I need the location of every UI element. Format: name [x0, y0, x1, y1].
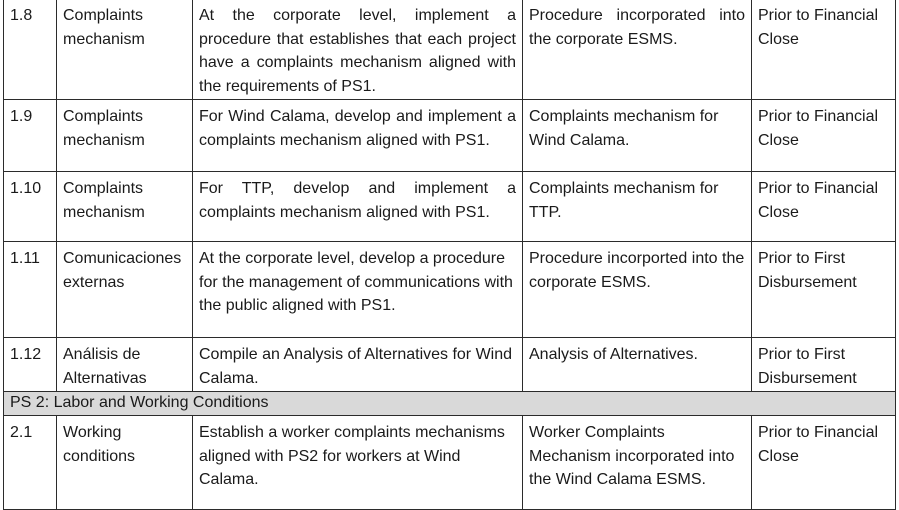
row-action: Compile an Analysis of Alternatives for Wind Calama. — [193, 338, 523, 392]
section-header-row — [4, 392, 896, 416]
row-timing: Prior to First Disbursement — [752, 338, 896, 392]
row-number: 2.1 — [4, 416, 57, 510]
table-row — [4, 242, 896, 338]
table-row — [4, 0, 896, 100]
row-timing: Prior to Financial Close — [752, 416, 896, 510]
row-number: 1.10 — [4, 172, 57, 242]
row-action: At the corporate level, develop a procedure for the management of communications with the public aligned with PS1. — [193, 242, 523, 338]
row-action: At the corporate level, implement a procedure that establishes that each project have a complaints mechanism aligned with the requirements of PS1. — [193, 0, 523, 100]
row-timing: Prior to Financial Close — [752, 100, 896, 172]
row-timing: Prior to Financial Close — [752, 0, 896, 100]
table-row — [4, 416, 896, 510]
table-row — [4, 338, 896, 392]
row-deliverable: Complaints mechanism for TTP. — [523, 172, 752, 242]
table-row — [4, 172, 896, 242]
row-timing: Prior to Financial Close — [752, 172, 896, 242]
row-topic: Complaints mechanism — [57, 100, 193, 172]
action-plan-table — [3, 0, 896, 510]
row-deliverable: Procedure incorported into the corporate ESMS. — [523, 242, 752, 338]
row-topic: Complaints mechanism — [57, 0, 193, 100]
row-action: For TTP, develop and implement a complaints mechanism aligned with PS1. — [193, 172, 523, 242]
row-deliverable: Worker Complaints Mechanism incorporated into the Wind Calama ESMS. — [523, 416, 752, 510]
row-topic: Working conditions — [57, 416, 193, 510]
row-topic: Comunicaciones externas — [57, 242, 193, 338]
row-timing: Prior to First Disbursement — [752, 242, 896, 338]
row-number: 1.12 — [4, 338, 57, 392]
table-row — [4, 100, 896, 172]
row-topic: Complaints mechanism — [57, 172, 193, 242]
row-deliverable: Analysis of Alternatives. — [523, 338, 752, 392]
row-action: For Wind Calama, develop and implement a complaints mechanism aligned with PS1. — [193, 100, 523, 172]
row-number: 1.11 — [4, 242, 57, 338]
row-deliverable: Procedure incorporated into the corporate ESMS. — [523, 0, 752, 100]
row-number: 1.8 — [4, 0, 57, 100]
row-action: Establish a worker complaints mechanisms aligned with PS2 for workers at Wind Calama. — [193, 416, 523, 510]
row-deliverable: Complaints mechanism for Wind Calama. — [523, 100, 752, 172]
row-number: 1.9 — [4, 100, 57, 172]
row-topic: Análisis de Alternativas — [57, 338, 193, 392]
section-title: PS 2: Labor and Working Conditions — [4, 392, 896, 416]
